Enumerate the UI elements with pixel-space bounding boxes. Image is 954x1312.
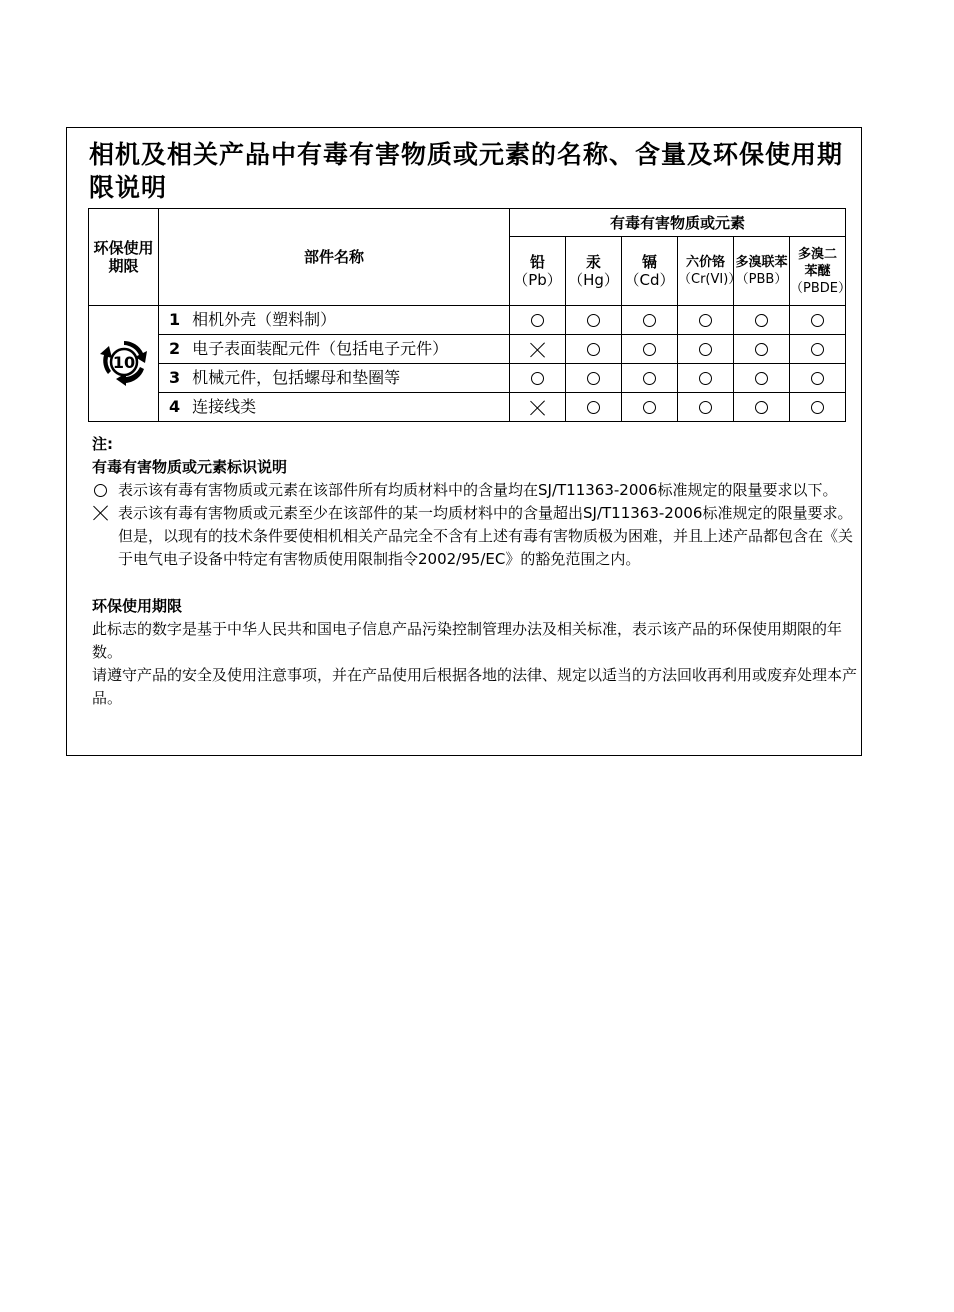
- mark-cell: [566, 306, 622, 335]
- mark-cell: [678, 364, 734, 393]
- circle-mark-icon: [811, 314, 824, 327]
- circle-mark-icon: [587, 401, 600, 414]
- period-text-1: 此标志的数字是基于中华人民共和国电子信息产品污染控制管理办法及相关标准，表示该产品的环保使用期限的年数。: [92, 620, 843, 661]
- legend-item-circle: [92, 479, 857, 502]
- note-label: 注:: [92, 435, 113, 453]
- mark-cell: [678, 306, 734, 335]
- circle-mark-icon: [94, 484, 107, 497]
- part-name-cell: 1 相机外壳（塑料制）: [159, 306, 510, 335]
- cross-mark-icon: [530, 342, 546, 358]
- column-header-hexavalent-chromium: 六价铬 （Cr(VI)）: [678, 237, 734, 306]
- mark-cell: [678, 393, 734, 422]
- document-title: 相机及相关产品中有毒有害物质或元素的名称、含量及环保使用期限说明: [89, 140, 844, 202]
- part-name-cell: 4 连接线类: [159, 393, 510, 422]
- cross-mark-icon: [530, 400, 546, 416]
- column-header-period: 环保使用期限: [89, 209, 159, 306]
- part-name-cell: 2 电子表面装配元件（包括电子元件）: [159, 335, 510, 364]
- circle-mark-icon: [587, 343, 600, 356]
- table-row: [89, 393, 846, 422]
- period-text-2: 请遵守产品的安全及使用注意事项，并在产品使用后根据各地的法律、规定以适当的方法回收再利用或废弃处理本产品。: [92, 666, 858, 707]
- mark-cell: [734, 364, 790, 393]
- legend-text-circle: 表示该有毒有害物质或元素在该部件所有均质材料中的含量均在SJ/T11363-2006标准规定的限量要求以下。: [118, 481, 838, 499]
- legend-heading: 有毒有害物质或元素标识说明: [92, 458, 288, 476]
- rohs-disclosure-panel: [66, 127, 862, 756]
- circle-mark-icon: [755, 314, 768, 327]
- column-header-mercury: 汞 （Hg）: [566, 237, 622, 306]
- column-group-header-substances: 有毒有害物质或元素: [510, 209, 846, 237]
- legend-item-cross: [92, 502, 857, 571]
- circle-mark-icon: [643, 372, 656, 385]
- mark-cell: [734, 393, 790, 422]
- circle-mark-icon: [531, 314, 544, 327]
- circle-mark-icon: [531, 372, 544, 385]
- mark-cell: [510, 364, 566, 393]
- legend-text-cross: 表示该有毒有害物质或元素至少在该部件的某一均质材料中的含量超出SJ/T11363-2006标准规定的限量要求。但是，以现有的技术条件要使相机相关产品完全不含有上述有毒有害物质极为困难，并且上述产品都包含在《关于电气电子设备中特定有害物质使用限制指令2002/95/EC》的豁免范围之内。: [118, 504, 854, 568]
- mark-cell: [510, 306, 566, 335]
- circle-mark-icon: [643, 343, 656, 356]
- circle-mark-icon: [755, 401, 768, 414]
- circle-mark-icon: [755, 372, 768, 385]
- eco-period-cell: [89, 306, 159, 422]
- column-header-part-name: 部件名称: [159, 209, 510, 306]
- mark-cell: [510, 335, 566, 364]
- column-header-pbde: 多溴二苯醚 （PBDE）: [790, 237, 846, 306]
- column-header-lead: 铅 （Pb）: [510, 237, 566, 306]
- notes-section: [92, 433, 857, 710]
- column-header-pbb: 多溴联苯 （PBB）: [734, 237, 790, 306]
- logo-number: 10: [112, 352, 135, 372]
- hazardous-substance-table: [88, 208, 851, 422]
- table-row: [89, 364, 846, 393]
- mark-cell: [678, 335, 734, 364]
- circle-mark-icon: [755, 343, 768, 356]
- circle-mark-icon: [699, 343, 712, 356]
- circle-mark-icon: [643, 401, 656, 414]
- mark-cell: [734, 306, 790, 335]
- mark-cell: [734, 335, 790, 364]
- mark-cell: [790, 335, 846, 364]
- mark-cell: [790, 306, 846, 335]
- mark-cell: [790, 393, 846, 422]
- mark-cell: [622, 335, 678, 364]
- circle-mark-icon: [811, 343, 824, 356]
- column-header-cadmium: 镉 （Cd）: [622, 237, 678, 306]
- mark-cell: [622, 393, 678, 422]
- circle-mark-icon: [699, 372, 712, 385]
- mark-cell: [622, 364, 678, 393]
- circle-mark-icon: [587, 314, 600, 327]
- period-heading: 环保使用期限: [92, 597, 183, 615]
- circle-mark-icon: [811, 372, 824, 385]
- mark-cell: [566, 364, 622, 393]
- table-row: [89, 335, 846, 364]
- circle-mark-icon: [699, 314, 712, 327]
- mark-cell: [622, 306, 678, 335]
- cross-mark-icon: [93, 505, 109, 521]
- circle-mark-icon: [587, 372, 600, 385]
- circle-mark-icon: [699, 401, 712, 414]
- mark-cell: [566, 393, 622, 422]
- mark-cell: [566, 335, 622, 364]
- circle-mark-icon: [643, 314, 656, 327]
- mark-cell: [790, 364, 846, 393]
- table-row: [89, 306, 846, 335]
- circle-mark-icon: [811, 401, 824, 414]
- part-name-cell: 3 机械元件，包括螺母和垫圈等: [159, 364, 510, 393]
- recycle-period-logo-icon: [100, 338, 148, 386]
- mark-cell: [510, 393, 566, 422]
